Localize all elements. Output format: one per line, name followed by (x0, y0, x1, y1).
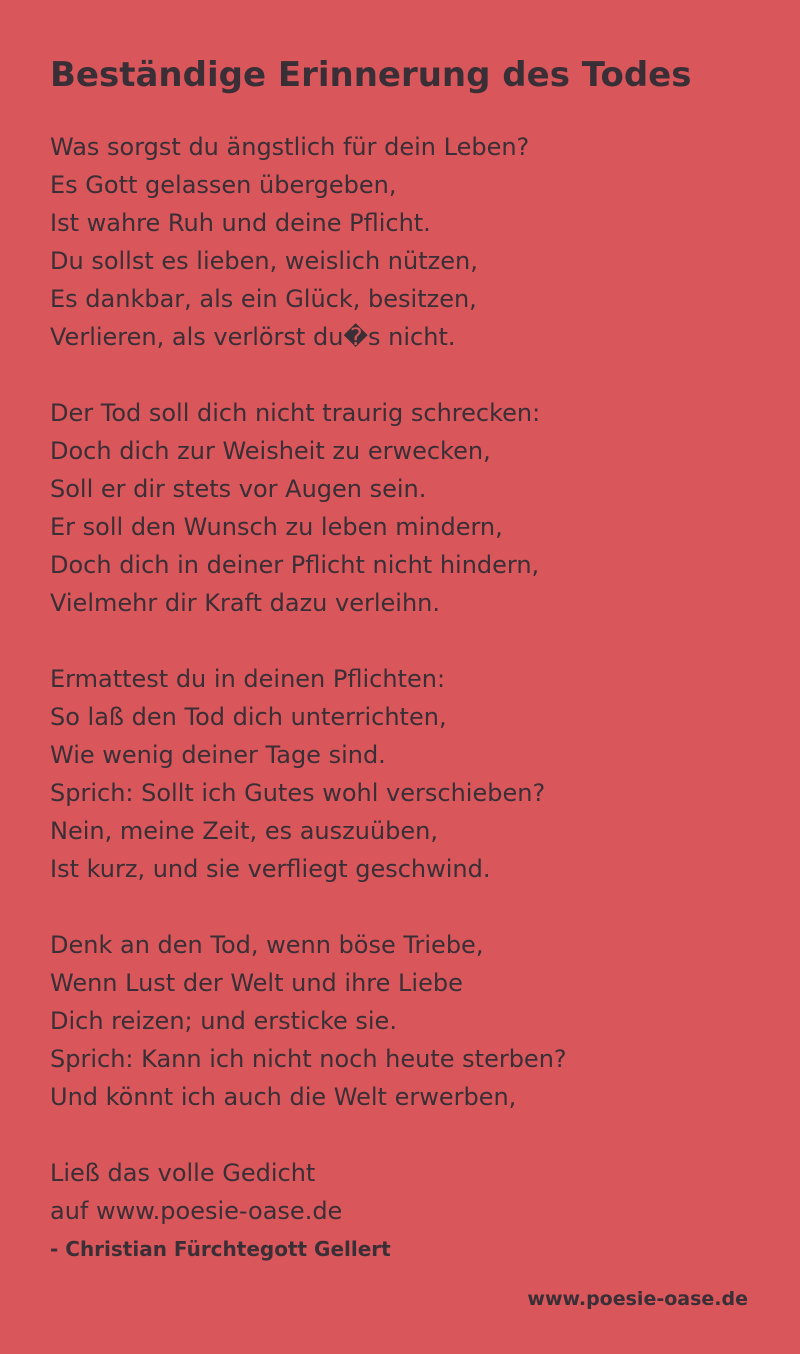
poem-line: Vielmehr dir Kraft dazu verleihn. (50, 589, 440, 617)
poem-card (50, 52, 760, 1264)
poem-line: Ist wahre Ruh und deine Pflicht. (50, 209, 431, 237)
poem-body (50, 128, 760, 1116)
stanza-1 (50, 128, 760, 356)
poem-line: Denk an den Tod, wenn böse Triebe, (50, 931, 484, 959)
poem-line: Soll er dir stets vor Augen sein. (50, 475, 427, 503)
poem-line: Sprich: Sollt ich Gutes wohl verschieben? (50, 779, 546, 807)
cta-line: Ließ das volle Gedicht (50, 1159, 316, 1187)
website-watermark: www.poesie-oase.de (527, 1288, 748, 1310)
poem-line: Du sollst es lieben, weislich nützen, (50, 247, 478, 275)
poem-line: Der Tod soll dich nicht traurig schrecken: (50, 399, 541, 427)
full-poem-note (50, 1154, 760, 1230)
poem-line: Sprich: Kann ich nicht noch heute sterben? (50, 1045, 567, 1073)
poem-line: Doch dich in deiner Pflicht nicht hindern, (50, 551, 540, 579)
poem-line: Doch dich zur Weisheit zu erwecken, (50, 437, 491, 465)
poem-line: So laß den Tod dich unterrichten, (50, 703, 447, 731)
poem-line: Dich reizen; und ersticke sie. (50, 1007, 397, 1035)
stanza-3 (50, 660, 760, 888)
poem-line: Wenn Lust der Welt und ihre Liebe (50, 969, 463, 997)
poem-title: Beständige Erinnerung des Todes (50, 55, 692, 95)
cta-line: auf www.poesie-oase.de (50, 1197, 343, 1225)
poem-line: Verlieren, als verlörst du�s nicht. (50, 323, 456, 351)
poem-line: Es dankbar, als ein Glück, besitzen, (50, 285, 477, 313)
poem-line: Ist kurz, und sie verfliegt geschwind. (50, 855, 491, 883)
poem-line: Ermattest du in deinen Pflichten: (50, 665, 446, 693)
stanza-4 (50, 926, 760, 1116)
poem-line: Er soll den Wunsch zu leben mindern, (50, 513, 503, 541)
stanza-2 (50, 394, 760, 622)
poem-line: Was sorgst du ängstlich für dein Leben? (50, 133, 530, 161)
author-credit: - Christian Fürchtegott Gellert (50, 1237, 391, 1261)
poem-line: Es Gott gelassen übergeben, (50, 171, 397, 199)
poem-line: Nein, meine Zeit, es auszuüben, (50, 817, 438, 845)
poem-line: Wie wenig deiner Tage sind. (50, 741, 386, 769)
poem-line: Und könnt ich auch die Welt erwerben, (50, 1083, 517, 1111)
